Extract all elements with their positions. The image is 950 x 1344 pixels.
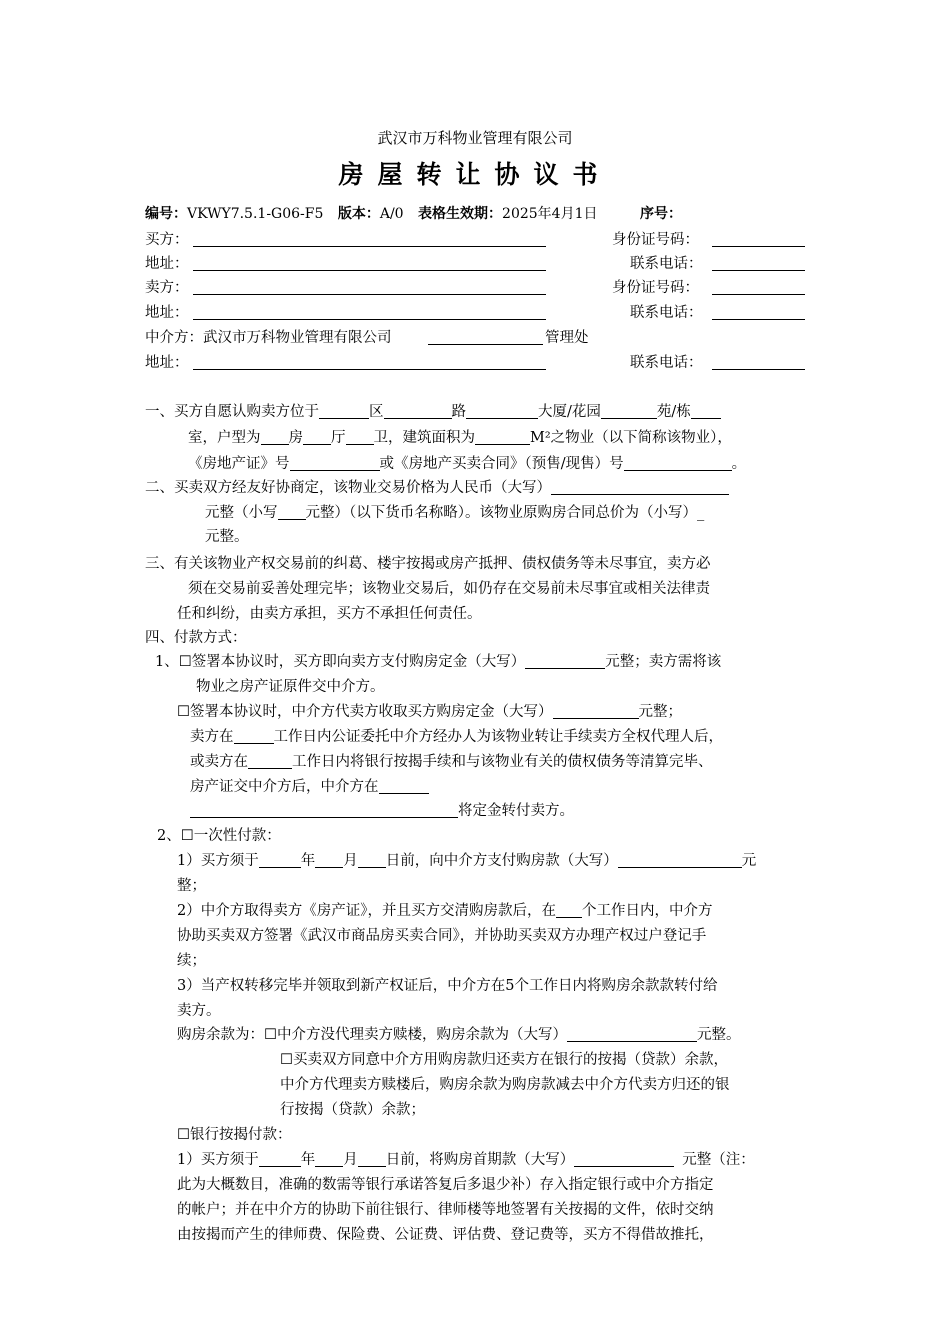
price-figures-field[interactable] xyxy=(278,503,306,520)
remaining-option-1[interactable]: 购房余款为：☐中介方没代理卖方赎楼，购房余款为（大写） 元整。 xyxy=(177,1027,741,1043)
mortgage-item-1: 1）买方须于 年 月 日前，将购房首期款（大写） 元整（注： xyxy=(177,1152,755,1168)
price-words-field[interactable] xyxy=(551,478,729,495)
pay-day-field[interactable] xyxy=(358,851,386,868)
seller-id-label: 身份证号码： xyxy=(612,280,699,296)
baths-field[interactable] xyxy=(346,428,374,445)
section-2-line-2: 元整（小写 元整）（以下货币名称略）。该物业原购房合同总价为（小写）_ xyxy=(205,505,705,521)
code-label: 编号： xyxy=(145,206,187,222)
version-value: A/0 xyxy=(379,206,404,222)
contract-no-field[interactable] xyxy=(624,454,732,471)
section-1-line-2: 室，户型为 房 厅 卫，建筑面积为 M²之物业（以下简称该物业）， xyxy=(188,430,732,446)
section-3-line-1: 三、有关该物业产权交易前的纠葛、楼宇按揭或房产抵押、债权债务等未尽事宜，卖方必 xyxy=(145,556,711,572)
halls-field[interactable] xyxy=(303,428,331,445)
lump-sum-option[interactable]: 2、☐一次性付款： xyxy=(157,828,281,844)
buyer-address-label: 地址： xyxy=(145,256,189,272)
rooms-field[interactable] xyxy=(261,428,289,445)
seller-address-label: 地址： xyxy=(145,305,189,321)
remaining-words-field[interactable] xyxy=(567,1025,697,1042)
deposit-condition-4: 将定金转付卖方。 xyxy=(190,801,574,821)
agent-address-label: 地址： xyxy=(145,355,189,371)
deposit-condition-2: 或卖方在 工作日内将银行按揭手续和与该物业有关的债权债务等清算完毕、 xyxy=(190,754,713,770)
pay-year-field[interactable] xyxy=(259,851,301,868)
seller-field[interactable] xyxy=(193,294,546,295)
code-value: VKWY7.5.1-G06-F5 xyxy=(187,206,324,222)
road-field[interactable] xyxy=(384,402,452,419)
agent-phone-label: 联系电话： xyxy=(630,355,703,371)
lump-sum-item-2-line-3: 续； xyxy=(177,953,206,969)
building-field[interactable] xyxy=(466,402,538,419)
lump-sum-item-3: 3）当产权转移完毕并领取到新产权证后，中介方在5个工作日内将购房余款款转付给 xyxy=(177,978,718,994)
down-year-field[interactable] xyxy=(259,1150,301,1167)
down-payment-words-field[interactable] xyxy=(574,1150,674,1167)
block-field[interactable] xyxy=(691,402,721,419)
area-field[interactable] xyxy=(475,428,530,445)
remaining-option-2-line-3: 行按揭（贷款）余款； xyxy=(280,1102,425,1118)
form-meta-row xyxy=(145,204,682,224)
agent-label: 中介方：武汉市万科物业管理有限公司 xyxy=(145,330,392,346)
buyer-id-field[interactable] xyxy=(712,246,805,247)
effective-value: 2025年4月1日 xyxy=(502,206,598,222)
section-1-line-3: 《房地产证》号 或《房地产买卖合同》（预售/现售）号 。 xyxy=(188,456,747,472)
deposit-option-1-cont: 物业之房产证原件交中介方。 xyxy=(196,679,385,695)
seller-phone-field[interactable] xyxy=(712,319,805,320)
buyer-id-label: 身份证号码： xyxy=(612,232,699,248)
lump-sum-item-2: 2）中介方取得卖方《房产证》，并且买方交清购房款后，在 个工作日内，中介方 xyxy=(177,903,713,919)
section-2-line-1: 二、买卖双方经友好协商定，该物业交易价格为人民币（大写） xyxy=(145,478,729,498)
document-title: 房屋转让协议书 xyxy=(338,160,612,189)
section-3-line-2: 须在交易前妥善处理完毕；该物业交易后，如仍存在交易前未尽事宜或相关法律责 xyxy=(188,581,710,597)
district-field[interactable] xyxy=(319,402,369,419)
deposit-option-1[interactable]: 1、☐签署本协议时，买方即向卖方支付购房定金（大写） 元整；卖方需将该 xyxy=(155,654,722,670)
section-1-line-1: 一、买方自愿认购卖方位于 区 路 大厦/花园 苑/栋 xyxy=(145,402,721,422)
agent-suffix: 管理处 xyxy=(545,330,589,346)
lump-sum-item-1: 1）买方须于 年 月 日前，向中介方支付购房款（大写） 元 xyxy=(177,853,757,869)
property-cert-field[interactable] xyxy=(290,454,380,471)
deposit-words-field-1[interactable] xyxy=(525,652,605,669)
workdays-field[interactable] xyxy=(556,901,582,918)
buyer-field[interactable] xyxy=(193,246,546,247)
mortgage-item-1-line-4: 由按揭而产生的律师费、保险费、公证费、评估费、登记费等，买方不得借故推托， xyxy=(177,1227,714,1243)
seller-label: 卖方： xyxy=(145,280,189,296)
payment-words-field[interactable] xyxy=(618,851,742,868)
section-4-heading: 四、付款方式： xyxy=(145,630,247,646)
mortgage-item-1-line-3: 的帐户；并在中介方的协助下前往银行、律师楼等地签署有关按揭的文件，依时交纳 xyxy=(177,1202,714,1218)
serial-label: 序号： xyxy=(639,206,682,222)
effective-label: 表格生效期： xyxy=(418,206,503,222)
lump-sum-item-3-cont: 卖方。 xyxy=(177,1003,221,1019)
transfer-time-field-b[interactable] xyxy=(190,801,458,818)
company-name: 武汉市万科物业管理有限公司 xyxy=(377,129,573,147)
seller-address-field[interactable] xyxy=(193,319,546,320)
deposit-condition-1: 卖方在 工作日内公证委托中介方经办人为该物业转让手续卖方全权代理人后， xyxy=(190,729,723,745)
deposit-words-field-2[interactable] xyxy=(553,702,639,719)
pay-month-field[interactable] xyxy=(315,851,343,868)
mortgage-option[interactable]: ☐银行按揭付款： xyxy=(177,1127,292,1143)
deposit-option-2[interactable]: ☐签署本协议时，中介方代卖方收取买方购房定金（大写） 元整； xyxy=(177,704,682,720)
remaining-option-2-line-2: 中介方代理卖方赎楼后，购房余款为购房款减去中介方代卖方归还的银 xyxy=(280,1077,730,1093)
lump-sum-item-2-line-2: 协助买卖双方签署《武汉市商品房买卖合同》，并协助买卖双方办理产权过户登记手 xyxy=(177,928,707,944)
section-3-line-3: 任和纠纷，由卖方承担，买方不承担任何责任。 xyxy=(177,606,482,622)
version-label: 版本： xyxy=(337,206,380,222)
transfer-time-field-a[interactable] xyxy=(379,777,429,794)
buyer-label: 买方： xyxy=(145,232,189,248)
seller-phone-label: 联系电话： xyxy=(630,305,703,321)
buyer-phone-field[interactable] xyxy=(712,270,805,271)
lump-sum-item-1-cont: 整； xyxy=(177,878,206,894)
notary-days-field[interactable] xyxy=(234,727,274,744)
agent-phone-field[interactable] xyxy=(712,369,805,370)
agent-address-field[interactable] xyxy=(193,369,546,370)
section-2-line-3: 元整。 xyxy=(205,529,249,545)
down-day-field[interactable] xyxy=(358,1150,386,1167)
garden-field[interactable] xyxy=(601,402,657,419)
buyer-phone-label: 联系电话： xyxy=(630,256,703,272)
remaining-option-2[interactable]: ☐买卖双方同意中介方用购房款归还卖方在银行的按揭（贷款）余款， xyxy=(280,1052,728,1068)
buyer-address-field[interactable] xyxy=(193,270,546,271)
deposit-condition-3: 房产证交中介方后，中介方在 xyxy=(190,777,429,797)
agent-office-field[interactable] xyxy=(428,344,543,345)
mortgage-item-1-line-2: 此为大概数目，准确的数需等银行承诺答复后多退少补）存入指定银行或中介方指定 xyxy=(177,1177,714,1193)
seller-id-field[interactable] xyxy=(712,294,805,295)
clearance-days-field[interactable] xyxy=(248,752,292,769)
down-month-field[interactable] xyxy=(315,1150,343,1167)
